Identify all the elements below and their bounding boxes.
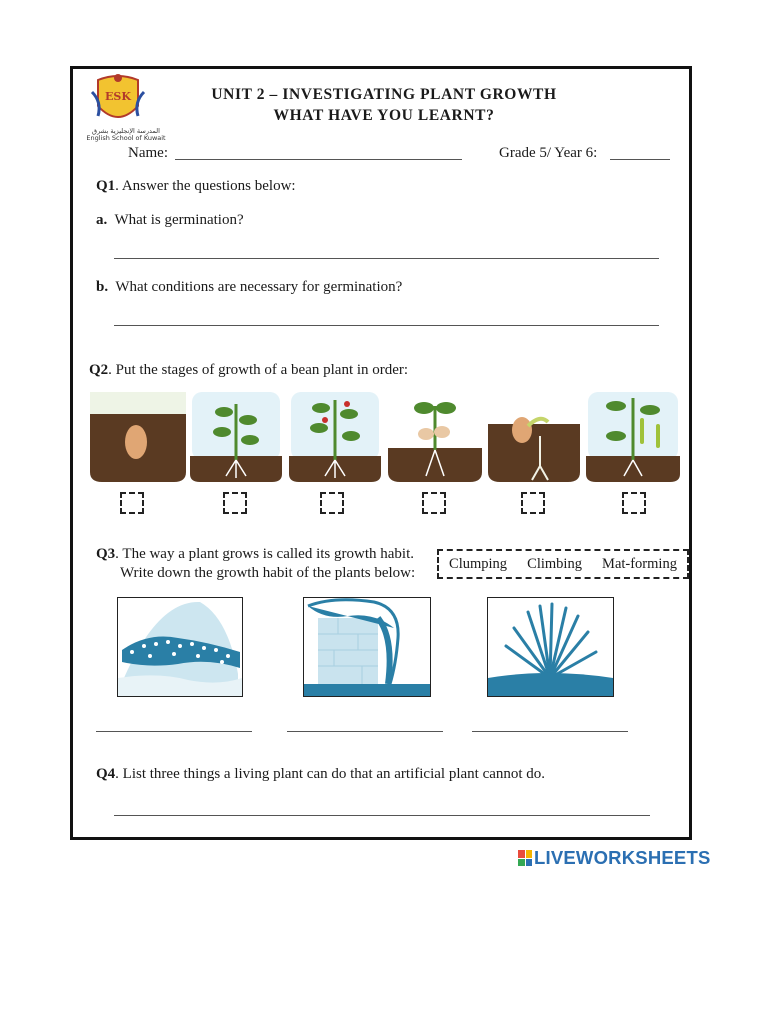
liveworksheets-logo[interactable]: [518, 847, 711, 869]
stage-order-box-6[interactable]: [622, 492, 646, 514]
school-name: [76, 128, 176, 142]
bean-stage-seed-image: [90, 392, 186, 484]
q2-heading: [89, 362, 408, 379]
q4-number: Q4: [96, 766, 116, 782]
school-name-arabic: المدرسة الإنجليزية بشرق: [92, 127, 160, 135]
name-field-line[interactable]: [175, 159, 462, 160]
q1b-question: [96, 279, 402, 296]
habit-answer-line-2[interactable]: [287, 731, 443, 732]
q3-prompt-line1: . The way a plant grows is called its growth habit.: [115, 546, 414, 562]
word-climbing: Climbing: [527, 555, 582, 572]
grade-field-line[interactable]: [610, 159, 670, 160]
stage-order-box-5[interactable]: [521, 492, 545, 514]
word-clumping: Clumping: [449, 555, 508, 572]
stage-order-box-1[interactable]: [120, 492, 144, 514]
q1a-question: [96, 212, 244, 229]
q1a-answer-line[interactable]: [114, 258, 659, 259]
page-title: UNIT 2 – INVESTIGATING PLANT GROWTH: [211, 86, 557, 103]
q4-prompt: . List three things a living plant can do that an artificial plant cannot do.: [115, 766, 546, 782]
q4-answer-line[interactable]: [114, 815, 650, 816]
habit-image-mat-forming: [117, 597, 243, 697]
word-mat-forming: Mat-forming: [602, 555, 677, 572]
stage-order-box-2[interactable]: [223, 492, 247, 514]
liveworksheets-mark-icon: [518, 850, 532, 866]
name-label: Name:: [128, 145, 168, 161]
bean-stage-young-plant-image: [190, 390, 282, 484]
habit-answer-line-1[interactable]: [96, 731, 252, 732]
stage-order-box-3[interactable]: [320, 492, 344, 514]
q3-number: Q3: [96, 546, 116, 562]
bean-stage-flowering-image: [289, 390, 381, 484]
q3-prompt-line2: Write down the growth habit of the plants below:: [120, 565, 416, 581]
page-subtitle: WHAT HAVE YOU LEARNT?: [273, 107, 495, 124]
q1-number: Q1: [96, 178, 116, 194]
liveworksheets-brand: LIVEWORKSHEETS: [534, 847, 711, 868]
q3-heading: [96, 546, 414, 563]
bean-stage-germinating-image: [488, 408, 580, 484]
logo-letters: ESK: [105, 90, 131, 103]
q1b-text: What conditions are necessary for germination?: [115, 279, 403, 295]
bean-stage-mature-pods-image: [586, 390, 680, 484]
habit-answer-line-3[interactable]: [472, 731, 628, 732]
stage-order-box-4[interactable]: [422, 492, 446, 514]
habit-image-clumping: [487, 597, 614, 697]
q2-number: Q2: [89, 362, 109, 378]
growth-habit-word-bank: [437, 549, 689, 579]
q1-heading: [96, 178, 296, 195]
q4-heading: [96, 766, 545, 783]
q1a-text: What is germination?: [114, 212, 244, 228]
q1-prompt: . Answer the questions below:: [115, 178, 296, 194]
q2-prompt: . Put the stages of growth of a bean plant in order:: [108, 362, 409, 378]
habit-image-climbing: [303, 597, 431, 697]
school-name-english: English School of Kuwait: [86, 134, 166, 142]
bean-stage-seedling-image: [388, 392, 482, 484]
grade-label: Grade 5/ Year 6:: [499, 145, 598, 161]
q1a-label: a.: [96, 212, 108, 228]
q1b-label: b.: [96, 279, 109, 295]
q1b-answer-line[interactable]: [114, 325, 659, 326]
